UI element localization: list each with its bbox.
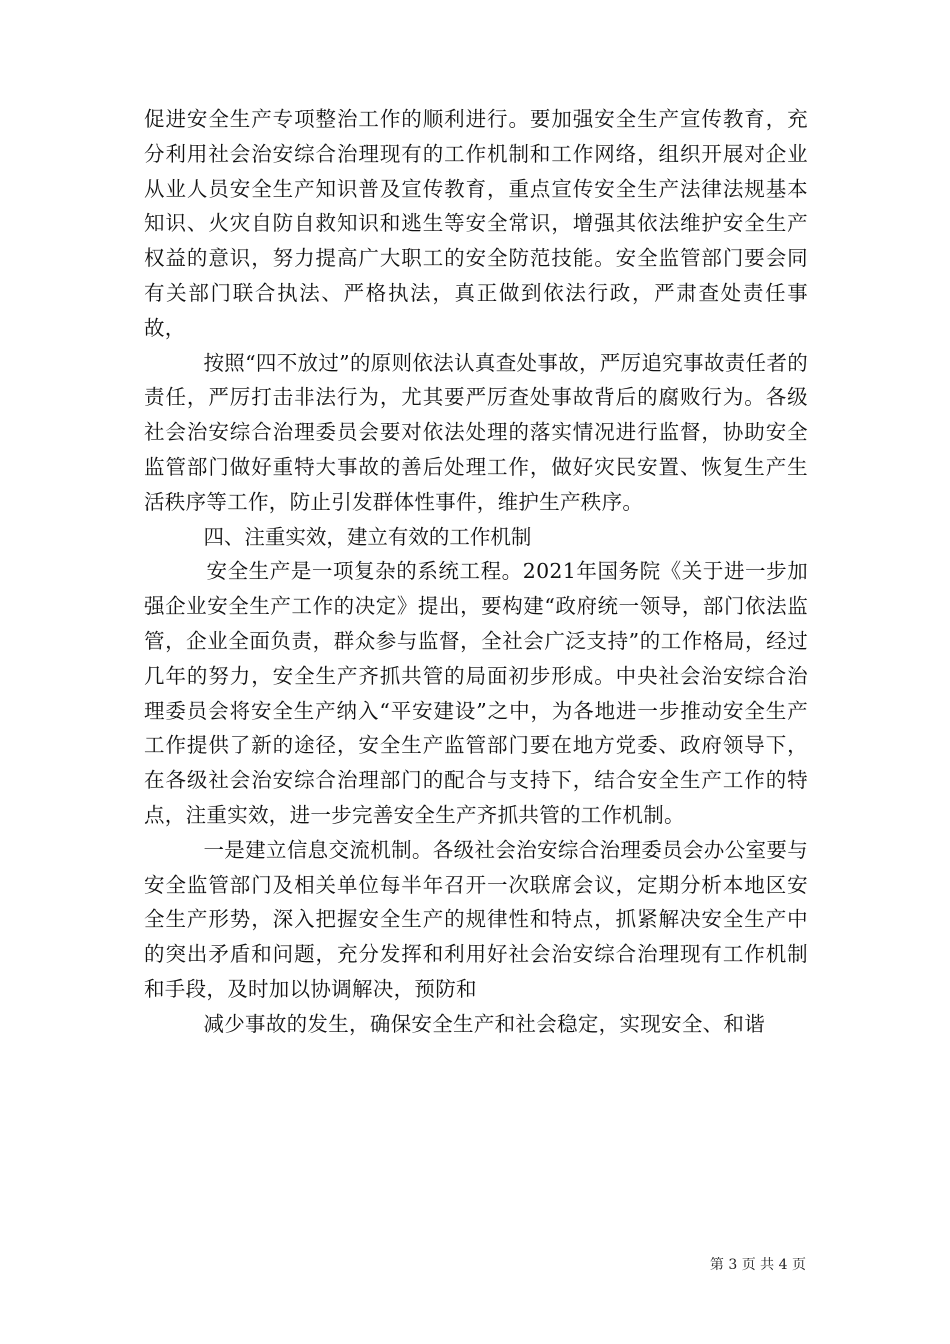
section-heading: 四、注重实效，建立有效的工作机制 [203, 524, 532, 549]
paragraph: 按照“四不放过”的原则依法认真查处事故，严厉追究事故责任者的责任，严厉打击非法行为，尤其要严厉查处事故背后的腐败行为。各级社会治安综合治理委员会要对依法处理的落实情况进行监督，协助安全监管部门做好重特大事故的善后处理工作，做好灾民安置、恢复生产生活秩序等工作，防止引发群体性事件，维护生产秩序。 [144, 350, 808, 514]
paragraph: 减少事故的发生，确保安全生产和社会稳定，实现安全、和谐 [203, 1011, 766, 1036]
paragraph: 促进安全生产专项整治工作的顺利进行。要加强安全生产宣传教育，充分利用社会治安综合治理现有的工作机制和工作网络，组织开展对企业从业人员安全生产知识普及宣传教育，重点宣传安全生产法律法规基本知识、火灾自防自救知识和逃生等安全常识，增强其依法维护安全生产权益的意识，努力提高广大职工的安全防范技能。安全监管部门要会同有关部门联合执法、严格执法，真正做到依法行政，严肃查处责任事故， [144, 107, 808, 340]
paragraph: 一是建立信息交流机制。各级社会治安综合治理委员会办公室要与安全监管部门及相关单位每半年召开一次联席会议，定期分析本地区安全生产形势，深入把握安全生产的规律性和特点，抓紧解决安全生产中的突出矛盾和问题，充分发挥和利用好社会治安综合治理现有工作机制和手段，及时加以协调解决，预防和 [144, 837, 808, 1001]
paragraph: 安全生产是一项复杂的系统工程。2021年国务院《关于进一步加强企业安全生产工作的决定》提出，要构建“政府统一领导，部门依法监管，企业全面负责，群众参与监督，全社会广泛支持”的工作格局，经过几年的努力，安全生产齐抓共管的局面初步形成。中央社会治安综合治理委员会将安全生产纳入“平安建设”之中，为各地进一步推动安全生产工作提供了新的途径，安全生产监管部门要在地方党委、政府领导下，在各级社会治安综合治理部门的配合与支持下，结合安全生产工作的特点，注重实效，进一步完善安全生产齐抓共管的工作机制。 [144, 559, 808, 827]
page-number-footer: 第 3 页 共 4 页 [709, 1257, 806, 1273]
document-body [144, 102, 808, 1042]
